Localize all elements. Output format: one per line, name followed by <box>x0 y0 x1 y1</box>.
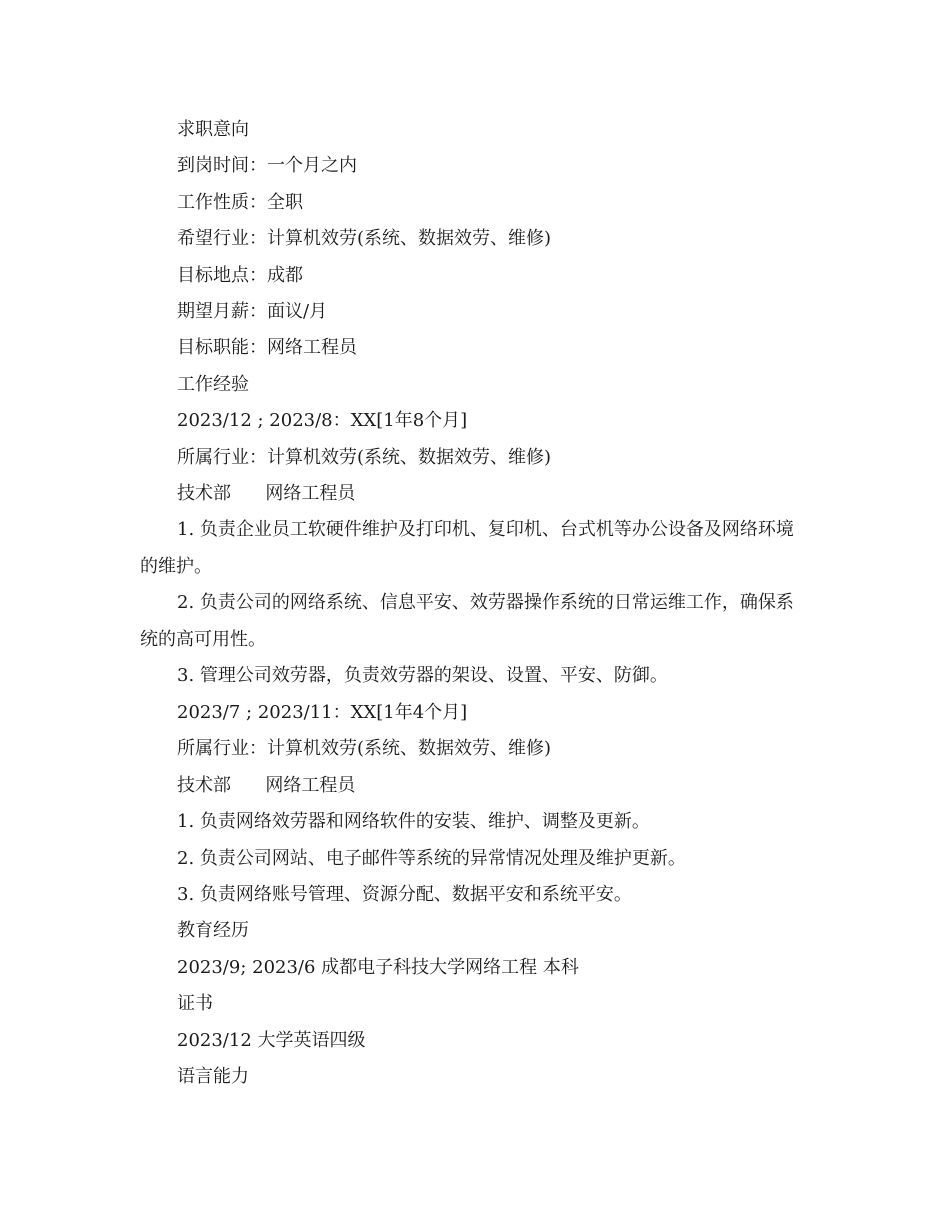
target-location: 目标地点：成都 <box>177 264 303 286</box>
job-2-department: 技术部 网络工程员 <box>177 774 356 796</box>
certificate-entry: 2023/12 大学英语四级 <box>177 1029 366 1051</box>
job-1-duty-2: 2. 负责公司的网络系统、信息平安、效劳器操作系统的日常运维工作，确保系统的高可用性。 <box>140 592 794 650</box>
section-heading-certificates: 证书 <box>177 993 213 1015</box>
job-2-duty-1: 1. 负责网络效劳器和网络软件的安装、维护、调整及更新。 <box>177 811 650 833</box>
section-heading-job-intention: 求职意向 <box>177 119 249 140</box>
target-position: 目标职能：网络工程员 <box>177 337 357 359</box>
job-2-duty-3: 3. 负责网络账号管理、资源分配、数据平安和系统平安。 <box>177 883 632 905</box>
job-2-industry: 所属行业：计算机效劳(系统、数据效劳、维修) <box>177 738 552 760</box>
expected-salary: 期望月薪：面议/月 <box>177 301 328 323</box>
section-heading-work-experience: 工作经验 <box>177 373 249 395</box>
arrival-time: 到岗时间：一个月之内 <box>177 155 357 177</box>
job-1-duty-3: 3. 管理公司效劳器，负责效劳器的架设、设置、平安、防御。 <box>177 665 668 687</box>
education-entry: 2023/9; 2023/6 成都电子科技大学网络工程 本科 <box>177 956 579 978</box>
work-type: 工作性质：全职 <box>177 191 303 213</box>
job-2-period: 2023/7 ; 2023/11：XX[1年4个月] <box>177 701 468 723</box>
desired-industry: 希望行业：计算机效劳(系统、数据效劳、维修) <box>177 228 552 250</box>
job-1-period: 2023/12 ; 2023/8：XX[1年8个月] <box>177 410 468 432</box>
job-2-duty-2: 2. 负责公司网站、电子邮件等系统的异常情况处理及维护更新。 <box>177 847 686 869</box>
document-body <box>140 112 810 1095</box>
job-1-industry: 所属行业：计算机效劳(系统、数据效劳、维修) <box>177 446 552 468</box>
section-heading-education: 教育经历 <box>177 920 249 942</box>
job-1-duty-1: 1. 负责企业员工软硬件维护及打印机、复印机、台式机等办公设备及网络环境的维护。 <box>140 519 794 577</box>
section-heading-language: 语言能力 <box>177 1065 249 1087</box>
job-1-department: 技术部 网络工程员 <box>177 483 356 505</box>
